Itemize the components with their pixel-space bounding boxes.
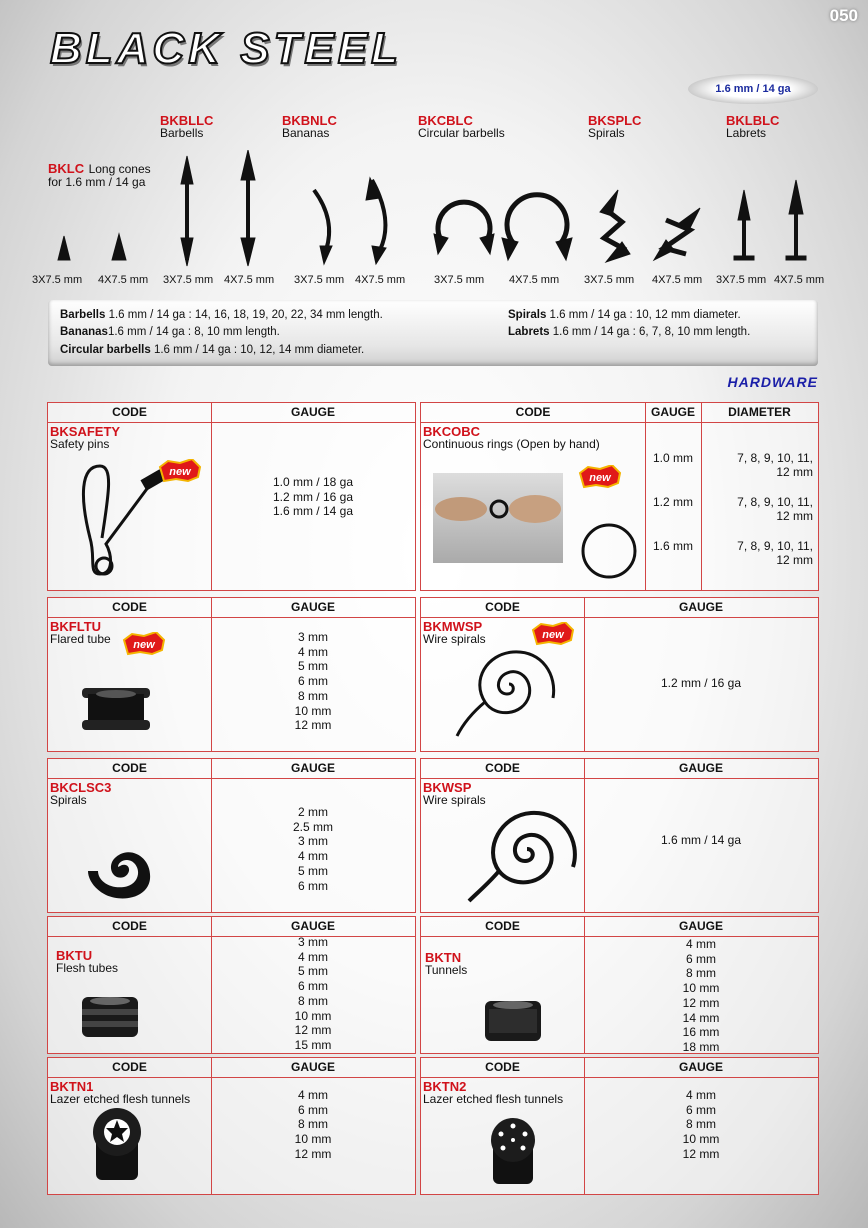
- gauge-value: 10 mm: [294, 1132, 332, 1147]
- size-label: 4X7.5 mm: [652, 274, 703, 286]
- product-name: Tunnels: [425, 963, 468, 977]
- new-badge-text: new: [589, 472, 611, 484]
- gauge-value: 10 mm: [294, 1008, 332, 1023]
- new-badge-text: new: [133, 639, 155, 651]
- spiral-image: [84, 835, 160, 903]
- new-badge: [158, 459, 202, 483]
- gauge-value: 8 mm: [298, 688, 328, 703]
- bktn2-table: [420, 1057, 819, 1195]
- product-name: Continuous rings (Open by hand): [423, 437, 600, 451]
- gauge-value: 4 mm: [298, 644, 328, 659]
- bkcobc-table: [420, 402, 819, 591]
- gauge-list: [211, 805, 415, 893]
- gauge-value: 12 mm: [294, 1146, 332, 1161]
- header-gauge: GAUGE: [211, 759, 415, 779]
- header-diameter: DIAMETER: [701, 403, 818, 423]
- gauge-value: 3 mm: [298, 935, 328, 949]
- bananas-heading: [282, 114, 337, 140]
- product-code: BKTN2: [423, 1079, 467, 1094]
- product-code: BKCOBC: [423, 424, 481, 439]
- size-label: 3X7.5 mm: [716, 274, 767, 286]
- header-gauge: GAUGE: [211, 1058, 415, 1078]
- product-name: Safety pins: [50, 437, 110, 451]
- product-code: BKWSP: [423, 780, 472, 795]
- bktn1-table: [47, 1057, 416, 1195]
- product-code: BKCLSC3: [50, 780, 112, 795]
- spirals-heading: [588, 114, 641, 140]
- product-name: Spirals: [588, 126, 625, 140]
- gauge-value: 2.5 mm: [292, 819, 333, 834]
- banana-image: [314, 190, 329, 250]
- gauge-value: 18 mm: [682, 1039, 720, 1054]
- product-code: BKTN1: [50, 1079, 94, 1094]
- header-gauge: GAUGE: [584, 917, 818, 937]
- cone-image: [58, 236, 70, 260]
- product-name: Circular barbells: [418, 126, 505, 140]
- size-label: 4X7.5 mm: [98, 274, 149, 286]
- product-name: Flesh tubes: [56, 961, 119, 975]
- gauge-value: 4 mm: [298, 949, 328, 964]
- size-label: 4X7.5 mm: [509, 274, 560, 286]
- gauge-value: 12 mm: [294, 1023, 332, 1038]
- flesh-tube-image: [78, 993, 142, 1041]
- gauge-value: 6 mm: [686, 1102, 716, 1117]
- gauge-value: 15 mm: [294, 1037, 332, 1052]
- product-name: Flared tube: [50, 632, 111, 646]
- gauge-list: [584, 833, 818, 848]
- gauge-value: 6 mm: [298, 1102, 328, 1117]
- size-label: 4X7.5 mm: [774, 274, 825, 286]
- product-code: BKCBLC: [418, 113, 473, 128]
- bkmwsp-table: [420, 597, 819, 752]
- labret-image: [786, 180, 806, 260]
- gauge-value: 10 mm: [682, 981, 720, 996]
- gauge-value: 5 mm: [298, 863, 328, 878]
- size-label: 4X7.5 mm: [224, 274, 275, 286]
- gauge-value: 1.0 mm / 18 ga: [272, 475, 354, 489]
- etched-tunnel-image: [483, 1114, 543, 1190]
- gauge-list: [211, 1088, 415, 1162]
- bktn-table: [420, 916, 819, 1054]
- product-code: BKBLLC: [160, 113, 214, 128]
- new-badge: [578, 465, 622, 489]
- header-code: CODE: [48, 598, 211, 618]
- gauge-list: [584, 1088, 818, 1162]
- bktu-table: [47, 916, 416, 1054]
- safety-pin-image: [78, 458, 168, 580]
- labret-image: [734, 190, 754, 260]
- header-code: CODE: [421, 917, 584, 937]
- product-photo: [433, 473, 563, 563]
- gauge-badge: 1.6 mm / 14 ga: [688, 74, 818, 104]
- page-title: BLACK STEEL: [50, 24, 402, 73]
- gauge-value: 4 mm: [686, 937, 716, 951]
- gauge-value: 6 mm: [298, 878, 328, 893]
- size-label: 4X7.5 mm: [355, 274, 406, 286]
- barbells-heading: [160, 114, 213, 140]
- gauge-value: 4 mm: [298, 849, 328, 864]
- barbell-image: [241, 150, 255, 266]
- product-name: Lazer etched flesh tunnels: [423, 1092, 564, 1106]
- gauge-value: 4 mm: [686, 1088, 716, 1102]
- spec-barbells: Barbells 1.6 mm / 14 ga : 14, 16, 18, 19, 20, 22, 34 mm length.: [60, 309, 383, 321]
- diameter-value: 7, 8, 9, 10, 11, 12 mm: [737, 539, 813, 567]
- product-code: BKTU: [56, 948, 93, 963]
- cone-image: [112, 234, 126, 260]
- gauge-value: 3 mm: [298, 834, 328, 849]
- size-label: 3X7.5 mm: [294, 274, 345, 286]
- header-gauge: GAUGE: [584, 759, 818, 779]
- gauge-value: 4 mm: [298, 1088, 328, 1102]
- new-badge: [122, 632, 166, 656]
- new-badge-text: new: [542, 629, 564, 641]
- header-gauge: GAUGE: [211, 403, 415, 423]
- gauge-list: [211, 630, 415, 733]
- gauge-list: [584, 676, 818, 691]
- gauge-list: [211, 475, 415, 519]
- header-code: CODE: [421, 403, 645, 423]
- diameter-value: 7, 8, 9, 10, 11, 12 mm: [737, 451, 813, 479]
- gauge-value: 8 mm: [686, 966, 716, 981]
- spec-labrets: Labrets 1.6 mm / 14 ga : 6, 7, 8, 10 mm length.: [508, 326, 751, 338]
- gauge-value: 1.0 mm: [653, 451, 694, 465]
- product-name: Lazer etched flesh tunnels: [50, 1092, 191, 1106]
- product-code: BKLBLC: [726, 113, 780, 128]
- section-title: HARDWARE: [727, 374, 818, 390]
- product-code: BKFLTU: [50, 619, 102, 634]
- ring-image: [579, 521, 639, 581]
- wire-spiral-image: [453, 642, 563, 742]
- new-badge-text: new: [169, 466, 191, 478]
- product-name: Long cones: [88, 162, 151, 176]
- circular-heading: [418, 114, 505, 140]
- product-code: BKMWSP: [423, 619, 483, 634]
- size-label: 3X7.5 mm: [584, 274, 635, 286]
- gauge-value: 2 mm: [298, 805, 328, 819]
- bkfltu-table: [47, 597, 416, 752]
- product-code: BKLC: [48, 161, 85, 176]
- top-products-illustration: [0, 150, 868, 270]
- gauge-value: 1.6 mm / 14 ga: [272, 504, 354, 519]
- header-code: CODE: [421, 759, 584, 779]
- gauge-value: 16 mm: [682, 1025, 720, 1040]
- barbell-image: [181, 156, 193, 266]
- gauge-value: 12 mm: [682, 1146, 720, 1161]
- gauge-value: 8 mm: [298, 1117, 328, 1132]
- gauge-value: 1.6 mm / 14 ga: [660, 833, 742, 847]
- gauge-list: [584, 937, 818, 1055]
- spec-bananas: Bananas1.6 mm / 14 ga : 8, 10 mm length.: [60, 326, 280, 338]
- gauge-value: 10 mm: [294, 703, 332, 718]
- gauge-value: 5 mm: [298, 964, 328, 979]
- gauge-list: [211, 935, 415, 1053]
- gauge-value: 1.2 mm: [653, 495, 694, 509]
- product-name: Wire spirals: [423, 793, 486, 807]
- labrets-heading: [726, 114, 779, 140]
- diameter-value: 7, 8, 9, 10, 11, 12 mm: [737, 495, 813, 523]
- bksafety-table: [47, 402, 416, 591]
- gauge-value: 12 mm: [294, 718, 332, 733]
- gauge-value: 5 mm: [298, 659, 328, 674]
- flared-tube-image: [78, 686, 154, 734]
- specs-bar: [48, 300, 818, 366]
- size-label: 3X7.5 mm: [163, 274, 214, 286]
- header-gauge: GAUGE: [584, 598, 818, 618]
- gauge-value: 10 mm: [682, 1132, 720, 1147]
- gauge-value: 1.2 mm / 16 ga: [660, 676, 742, 690]
- gauge-value: 12 mm: [682, 995, 720, 1010]
- page-number: 050: [829, 6, 858, 25]
- spec-spirals: Spirals 1.6 mm / 14 ga : 10, 12 mm diameter.: [508, 309, 741, 321]
- product-name: Bananas: [282, 126, 330, 140]
- header-code: CODE: [48, 403, 211, 423]
- bkwsp-table: [420, 758, 819, 913]
- product-spec: for 1.6 mm / 14 ga: [48, 175, 146, 189]
- etched-tunnel-image: [86, 1106, 148, 1190]
- size-label: 3X7.5 mm: [434, 274, 485, 286]
- header-gauge: GAUGE: [584, 1058, 818, 1078]
- gauge-value: 6 mm: [298, 674, 328, 689]
- tunnel-image: [481, 997, 545, 1045]
- product-name: Wire spirals: [423, 632, 486, 646]
- header-code: CODE: [421, 598, 584, 618]
- header-code: CODE: [48, 1058, 211, 1078]
- product-code: BKSPLC: [588, 113, 642, 128]
- bkclsc3-table: [47, 758, 416, 913]
- product-code: BKTN: [425, 950, 462, 965]
- wire-spiral-image: [465, 801, 585, 907]
- spec-circular: Circular barbells 1.6 mm / 14 ga : 10, 12, 14 mm diameter.: [60, 344, 365, 356]
- circular-barbell-image: [507, 195, 567, 244]
- header-code: CODE: [48, 759, 211, 779]
- gauge-value: 6 mm: [686, 951, 716, 966]
- header-gauge: GAUGE: [211, 917, 415, 937]
- header-code: CODE: [421, 1058, 584, 1078]
- header-gauge: GAUGE: [645, 403, 701, 423]
- product-name: Spirals: [50, 793, 87, 807]
- gauge-value: 14 mm: [682, 1010, 720, 1025]
- header-code: CODE: [48, 917, 211, 937]
- gauge-value: 1.2 mm / 16 ga: [272, 489, 354, 504]
- header-gauge: GAUGE: [211, 598, 415, 618]
- product-name: Barbells: [160, 126, 204, 140]
- product-code: BKBNLC: [282, 113, 337, 128]
- size-label: 3X7.5 mm: [32, 274, 83, 286]
- gauge-value: 8 mm: [686, 1117, 716, 1132]
- gauge-value: 1.6 mm: [653, 539, 694, 553]
- gauge-value: 8 mm: [298, 993, 328, 1008]
- gauge-value: 3 mm: [298, 630, 328, 644]
- gauge-value: 6 mm: [298, 979, 328, 994]
- circular-barbell-image: [438, 202, 490, 242]
- product-name: Labrets: [726, 126, 767, 140]
- banana-image: [320, 246, 332, 264]
- banana-image: [372, 246, 386, 264]
- product-code: BKSAFETY: [50, 424, 121, 439]
